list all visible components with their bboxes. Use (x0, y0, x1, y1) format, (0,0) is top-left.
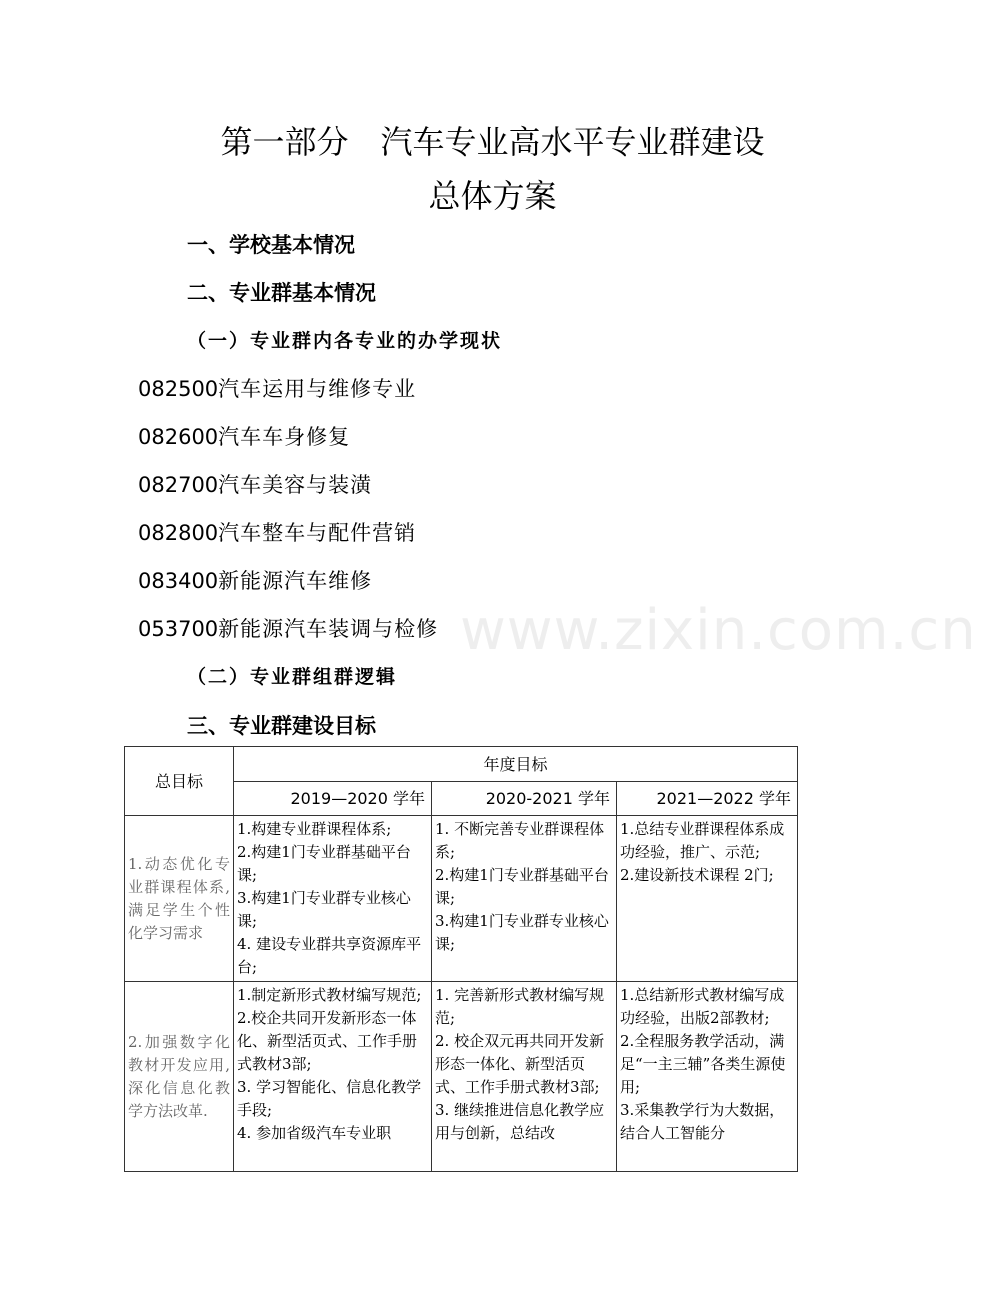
goal-item: 4. 参加省级汽车专业职 (237, 1124, 392, 1142)
goals-table (124, 746, 798, 1172)
major-item (138, 373, 416, 403)
header-total-goal: 总目标 (125, 747, 234, 816)
major-item (138, 613, 438, 643)
goal-item: 3. 继续推进信息化教学应用与创新，总结改 (435, 1101, 605, 1142)
goal-item: 4. 建设专业群共享资源库平台; (237, 935, 422, 976)
doc-title-line1: 第一部分 汽车专业高水平专业群建设 (220, 123, 765, 161)
header-year-3: 2021—2022 学年 (617, 782, 798, 816)
major-code: 053700 (138, 617, 219, 641)
header-annual-goal: 年度目标 (234, 747, 798, 782)
goal-item: 2.全程服务教学活动，满足“一主三辅”各类生源使用; (620, 1032, 786, 1096)
goal-item: 3. 学习智能化、信息化教学手段; (237, 1078, 422, 1119)
goal-item: 1. 完善新形式教材编写规范; (435, 986, 605, 1027)
major-name: 汽车运用与维修专业 (218, 377, 417, 401)
goal-item: 3.采集教学行为大数据，结合人工智能分 (620, 1101, 785, 1142)
header-year-1: 2019—2020 学年 (234, 782, 432, 816)
goal-item: 2.构建1门专业群基础平台课; (435, 866, 609, 907)
goal-item: 1. 不断完善专业群课程体系; (435, 820, 605, 861)
table-row (125, 982, 798, 1172)
subsection-heading-1: （一）专业群内各专业的办学现状 (187, 330, 503, 352)
major-item (138, 565, 372, 595)
goal-item: 3.构建1门专业群专业核心课; (237, 889, 411, 930)
section-heading-1: 一、学校基本情况 (187, 233, 355, 257)
major-name: 汽车美容与装潢 (218, 473, 373, 497)
major-name: 汽车车身修复 (218, 425, 351, 449)
section-heading-2: 二、专业群基本情况 (187, 281, 376, 305)
header-year-2: 2020-2021 学年 (432, 782, 617, 816)
goal-item: 2. 校企双元再共同开发新形态一体化、新型活页式、工作手册式教材3部; (435, 1032, 605, 1096)
major-name: 新能源汽车维修 (218, 569, 373, 593)
section-heading-3: 三、专业群建设目标 (187, 714, 376, 738)
goal-item: 3.构建1门专业群专业核心课; (435, 912, 609, 953)
major-code: 082500 (138, 377, 219, 401)
major-item (138, 517, 416, 547)
year1-cell (234, 816, 432, 982)
goal-item: 1.构建专业群课程体系; (237, 820, 392, 838)
year1-cell (234, 982, 432, 1172)
goal-item: 2.校企共同开发新形态一体化、新型活页式、工作手册式教材3部; (237, 1009, 418, 1073)
goal-item: 1.总结新形式教材编写成功经验，出版2部教材; (620, 986, 785, 1027)
doc-title-line2: 总体方案 (428, 177, 557, 215)
goal-item: 1.制定新形式教材编写规范; (237, 986, 422, 1004)
major-name: 新能源汽车装调与检修 (218, 617, 439, 641)
year3-cell (617, 982, 798, 1172)
goal-cell: 1.动态优化专业群课程体系,满足学生个性化学习需求 (125, 816, 234, 982)
year2-cell (432, 982, 617, 1172)
goal-item: 2.构建1门专业群基础平台课; (237, 843, 411, 884)
watermark: www.zixin.com.cn (460, 598, 977, 663)
major-item (138, 469, 372, 499)
major-code: 083400 (138, 569, 219, 593)
major-code: 082600 (138, 425, 219, 449)
major-item (138, 421, 350, 451)
table-row (125, 816, 798, 982)
goal-cell: 2.加强数字化教材开发应用,深化信息化教学方法改革. (125, 982, 234, 1172)
goal-item: 1.总结专业群课程体系成功经验，推广、示范; (620, 820, 785, 861)
subsection-heading-2: （二）专业群组群逻辑 (187, 666, 398, 688)
year2-cell (432, 816, 617, 982)
year3-cell (617, 816, 798, 982)
major-code: 082700 (138, 473, 219, 497)
major-code: 082800 (138, 521, 219, 545)
goal-item: 2.建设新技术课程 2门; (620, 866, 774, 884)
major-name: 汽车整车与配件营销 (218, 521, 417, 545)
